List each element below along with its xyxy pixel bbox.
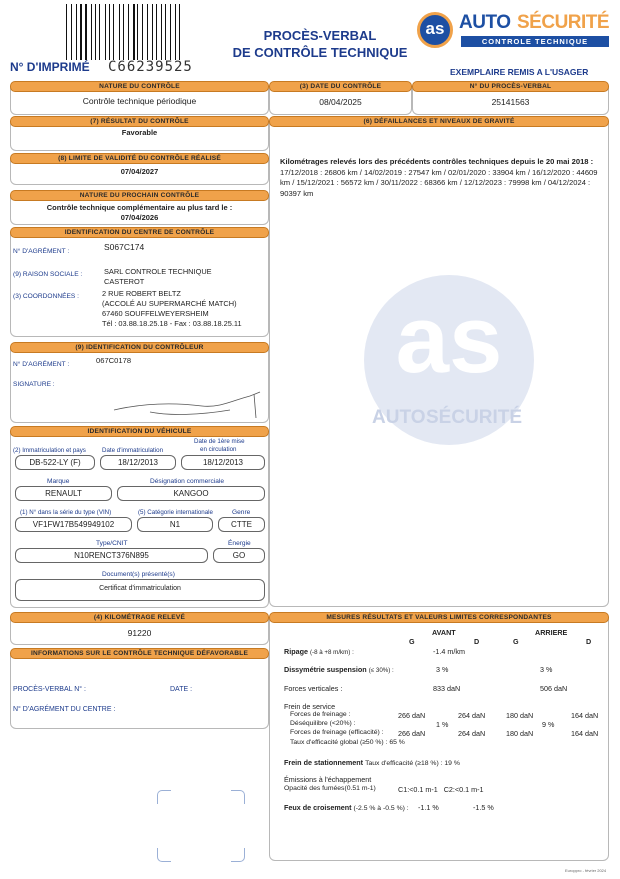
logo-badge-icon: as [417,12,453,48]
opacite-value: C1:<0.1 m-1 C2:<0.1 m-1 [398,785,484,794]
barcode-bar [172,4,173,60]
ripage-limit: (-8 à +8 m/km) : [309,649,354,656]
barcode-bar [109,4,110,60]
forces-v-ar: 506 daN [540,684,568,693]
col-arriere: ARRIERE [535,628,568,637]
mise-value: 18/12/2013 [181,455,265,470]
barcode-bar [158,4,159,60]
date-immat-value: 18/12/2013 [100,455,176,470]
barcode-bar [126,4,127,60]
kilometrage-header: (4) KILOMÉTRAGE RELEVÉ [10,612,269,623]
barcode-bar [133,4,135,60]
type-label: Type/CNIT [96,540,128,547]
barcode-bar [129,4,130,60]
frein-service-label: Frein de service [284,702,336,711]
defaillances-header: (6) DÉFAILLANCES ET NIVEAUX DE GRAVITÉ [269,116,609,127]
barcode-bar [85,4,87,60]
barcode-bar [115,4,117,60]
barcode-bar [105,4,106,60]
resultat-header: (7) RÉSULTAT DU CONTRÔLE [10,116,269,127]
barcode-bar [91,4,92,60]
ripage-row [284,647,354,656]
logo-word-auto: AUTO [459,12,511,33]
categorie-value: N1 [137,517,213,532]
barcode-bar [137,4,138,60]
barcode-bar [182,4,183,60]
barcode-bar [167,4,169,60]
croisement-limit: (-2.5 % à -0.5 %) : [353,805,409,812]
barcode-bar [80,4,81,60]
logo-subtitle: CONTROLE TECHNIQUE [461,36,609,47]
barcode-bar [69,4,70,60]
barcode-bar [128,4,129,60]
dissym-limit: (≤ 30%) : [368,667,394,674]
barcode-bar [175,4,176,60]
deseq-ar: 9 % [542,720,555,729]
barcode [66,4,184,60]
footer-version: Europpro - février 2024 [565,868,607,873]
barcode-bar [76,4,77,60]
logo-word-securite: SÉCURITÉ [517,12,610,33]
genre-label: Genre [232,509,251,516]
defavorable-pv-label: PROCÈS-VERBAL N° : [13,686,86,693]
barcode-bar [142,4,143,60]
dissym-label: Dissymétrie suspension [284,665,367,674]
taux-global: Taux d'efficacité global (≥50 %) : 65 % [290,739,405,746]
prochain-line2: 07/04/2026 [120,213,159,222]
barcode-bar [99,4,100,60]
vin-label: (1) N° dans la série du type (VIN) [20,509,112,516]
forces-freinage-label: Forces de freinage : [290,711,351,718]
mise-label-2: en circulation [200,446,237,453]
centre-addr-line1: 2 RUE ROBERT BELTZ [102,289,181,298]
immat-label: (2) Immatriculation et pays [13,447,86,454]
barcode-bar [140,4,141,60]
imprime-number: C66239525 [108,59,193,75]
barcode-bar [170,4,171,60]
watermark-word-securite: SÉCURITÉ [426,407,523,428]
croisement-row [284,803,409,812]
barcode-bar [147,4,148,60]
col-arriere-g: G [513,637,519,646]
barcode-bar [136,4,137,60]
opacite-label: Opacité des fumées(0.51 m-1) [284,785,376,792]
defavorable-header: INFORMATIONS SUR LE CONTRÔLE TECHNIQUE DÉFAVORABLE [10,648,269,659]
limite-value: 07/04/2027 [120,167,159,176]
barcode-bar [165,4,166,60]
centre-coord-label: (3) COORDONNÉES : [13,293,79,300]
controleur-agrement-value: 067C0178 [96,356,132,365]
watermark-word-auto: AUTO [372,407,426,428]
croisement-d: -1.5 % [473,803,494,812]
emissions-label: Émissions à l'échappement [284,775,372,784]
centre-addr-line3: 67460 SOUFFELWEYERSHEIM [102,309,209,318]
ff-av-g: 266 daN [398,711,426,720]
barcode-bar [123,4,124,60]
barcode-bar [144,4,145,60]
num-pv-value: 25141563 [491,97,530,107]
ripage-value: -1.4 m/km [433,647,465,656]
barcode-bar [71,4,72,60]
barcode-bar [179,4,180,60]
controleur-header: (9) IDENTIFICATION DU CONTRÔLEUR [10,342,269,353]
barcode-bar [112,4,113,60]
barcode-bar [156,4,157,60]
centre-raison-label: (9) RAISON SOCIALE : [13,271,83,278]
frein-stat-label: Frein de stationnement [284,758,364,767]
energie-value: GO [213,548,265,563]
dissym-av: 3 % [436,665,449,674]
imprime-label: N° D'IMPRIMÉ [10,60,90,74]
genre-value: CTTE [218,517,265,532]
prochain-line1: Contrôle technique complémentaire au plus tard le : [46,203,233,212]
fe-av-d: 264 daN [458,729,486,738]
dissym-ar: 3 % [540,665,553,674]
nature-header: NATURE DU CONTRÔLE [10,81,269,92]
categorie-label: (5) Catégorie internationale [138,509,213,516]
centre-raison-line1: SARL CONTROLE TECHNIQUE [104,267,212,276]
frein-stat-value: Taux d'efficacité (≥18 %) : 19 % [365,760,460,767]
fe-av-g: 266 daN [398,729,426,738]
exemplaire-label: EXEMPLAIRE REMIS A L'USAGER [450,67,589,77]
ff-av-d: 264 daN [458,711,486,720]
barcode-bar [84,4,85,60]
type-value: N10RENCT376N895 [15,548,208,563]
deseq-av: 1 % [436,720,449,729]
num-pv-header: N° DU PROCÈS-VERBAL [412,81,609,92]
barcode-bar [73,4,75,60]
barcode-bar [107,4,108,60]
centre-tel: Tél : 03.88.18.25.18 - Fax : 03.88.18.25.11 [102,319,242,328]
fe-ar-d: 164 daN [571,729,599,738]
barcode-bar [163,4,164,60]
signature-label: SIGNATURE : [13,381,55,388]
forces-eff-label: Forces de freinage (efficacité) : [290,729,384,736]
watermark-badge: as [395,286,503,393]
immat-value: DB-522-LY (F) [15,455,95,470]
docs-value: Certificat d'immatriculation [15,579,265,601]
centre-agrement-value: S067C174 [104,242,145,252]
ripage-label: Ripage [284,647,308,656]
centre-raison-line2: CASTEROT [104,277,145,286]
barcode-bar [177,4,178,60]
defaillances-text-bold: Kilométrages relevés lors des précédents contrôles techniques depuis le 20 mai 2018 : [280,157,594,166]
forces-v-label: Forces verticales : [284,684,343,693]
designation-value: KANGOO [117,486,265,501]
page-title-line2: DE CONTRÔLE TECHNIQUE [232,45,408,60]
barcode-bar [93,4,94,60]
mesures-header: MESURES RÉSULTATS ET VALEURS LIMITES CORRESPONDANTES [269,612,609,623]
barcode-bar [113,4,114,60]
col-arriere-d: D [586,637,592,646]
autosecurite-logo [417,12,615,52]
marque-label: Marque [47,478,70,485]
resultat-value: Favorable [121,128,158,137]
docs-label: Document(s) présenté(s) [102,571,175,578]
centre-agrement-label: N° D'AGRÉMENT : [13,248,70,255]
barcode-bar [88,4,89,60]
date-immat-label: Date d'immatriculation [102,447,164,454]
barcode-bar [66,4,67,60]
centre-addr-line2: (ACCOLÉ AU SUPERMARCHÉ MATCH) [102,299,237,308]
vin-value: VF1FW17B549949102 [15,517,132,532]
barcode-bar [95,4,96,60]
col-avant-d: D [474,637,480,646]
defavorable-agrement-label: N° D'AGRÉMENT DU CENTRE : [13,706,116,713]
kilometrage-value: 91220 [127,628,152,638]
energie-label: Énergie [228,540,251,547]
barcode-bar [78,4,79,60]
page-title-line1: PROCÈS-VERBAL [263,28,377,43]
col-avant: AVANT [432,628,456,637]
croisement-g: -1.1 % [418,803,439,812]
barcode-bar [119,4,120,60]
defaillances-text-list: 17/12/2018 : 26806 km / 14/02/2019 : 27547 km / 02/01/2020 : 33904 km / 16/12/2020 : 44609 km / 15/12/2021 : 56572 km / 30/11/2022 : 68366 km / 12/12/2023 : 79998 km / 04/12/2024 : 90397 km [280,167,598,198]
designation-label: Désignation commerciale [150,478,225,485]
desequilibre-label: Déséquilibre (<20%) : [290,720,356,727]
controleur-agrement-label: N° D'AGRÉMENT : [13,361,70,368]
defavorable-date-label: DATE : [170,686,193,693]
barcode-bar [101,4,103,60]
date-controle-header: (3) DATE DU CONTRÔLE [269,81,412,92]
fe-ar-g: 180 daN [506,729,534,738]
mise-label-1: Date de 1ère mise [194,438,245,445]
barcode-bar [161,4,162,60]
barcode-bar [154,4,155,60]
dissym-row [284,665,394,674]
barcode-bar [149,4,151,60]
vehicule-header: IDENTIFICATION DU VÉHICULE [10,426,269,437]
barcode-bar [152,4,153,60]
ff-ar-d: 164 daN [571,711,599,720]
centre-header: IDENTIFICATION DU CENTRE DE CONTRÔLE [10,227,269,238]
date-controle-value: 08/04/2025 [319,97,362,107]
barcode-bar [97,4,98,60]
frein-stat-row [284,758,460,767]
prochain-header: NATURE DU PROCHAIN CONTRÔLE [10,190,269,201]
signature-scribble [110,388,268,422]
limite-header: (8) LIMITE DE VALIDITÉ DU CONTRÔLE RÉALISÉ [10,153,269,164]
marque-value: RENAULT [15,486,112,501]
col-avant-g: G [409,637,415,646]
forces-v-av: 833 daN [433,684,461,693]
ff-ar-g: 180 daN [506,711,534,720]
nature-value: Contrôle technique périodique [82,96,197,106]
defaillances-text [280,157,602,199]
barcode-bar [121,4,122,60]
stamp-area [157,790,245,862]
croisement-label: Feux de croisement [284,803,352,812]
